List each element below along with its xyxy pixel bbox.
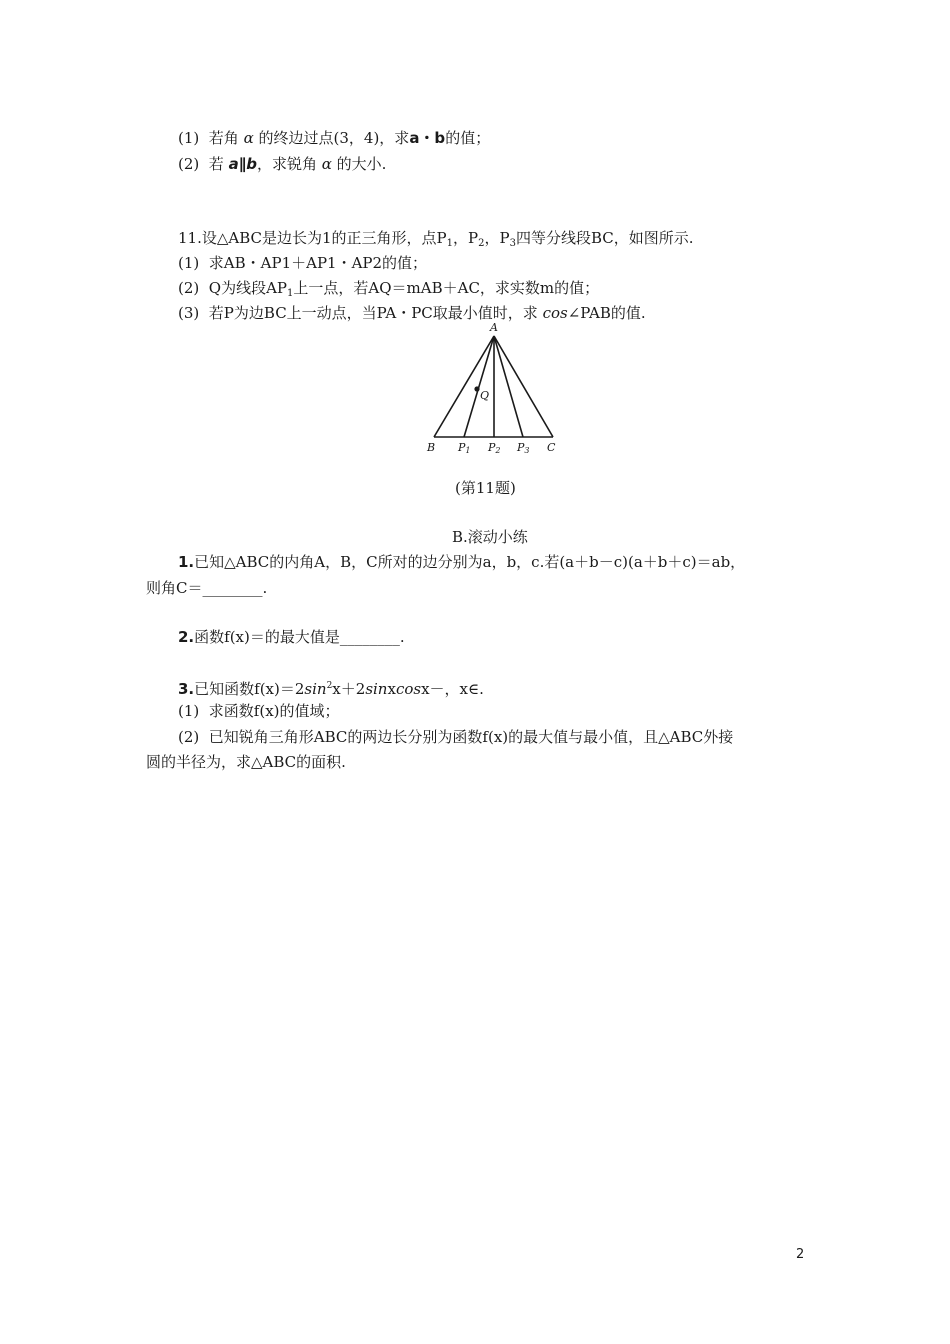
b-q2: 2.函数f(x)＝的最大值是________. xyxy=(178,628,405,646)
section-b-title: B.滚动小练 xyxy=(452,528,528,546)
point-q xyxy=(474,386,479,391)
b-q3-part2: (2) 已知锐角三角形ABC的两边长分别为函数f(x)的最大值与最小值，且△ABC外接 xyxy=(178,728,734,746)
q11-part3: (3) 若P为边BC上一动点，当PA・PC取最小值时，求 cos∠PAB的值. xyxy=(178,304,646,322)
label-a: A xyxy=(490,321,498,334)
label-b: B xyxy=(427,441,436,454)
q10-part2: (2) 若 a∥b，求锐角 α 的大小. xyxy=(178,155,387,173)
q11-part2: (2) Q为线段$AP_1$上一点，若AQ＝mAB＋AC，求实数m的值； xyxy=(178,279,600,299)
label-q: Q xyxy=(480,389,490,402)
b-q3: 3.已知函数$f(x)=2\sin^2x+2sinxcosx-$，x∈. xyxy=(178,680,484,698)
label-p1: P1 xyxy=(458,441,471,455)
label-p2: P2 xyxy=(488,441,501,455)
q10-part1: (1) 若角 α 的终边过点(3，4)，求a・b的值； xyxy=(178,129,491,147)
triangle-figure xyxy=(415,320,575,460)
label-p3: P3 xyxy=(517,441,530,455)
b-q3-part1: (1) 求函数f(x)的值域； xyxy=(178,702,340,720)
b-q1: 1.已知△ABC的内角A，B，C所对的边分别为a，b，c.若(a＋b－c)(a＋b＋c)＝ab， xyxy=(178,553,746,571)
side-ac xyxy=(494,336,553,437)
q11-part1: (1) 求AB・AP1＋AP1・AP2的值； xyxy=(178,254,428,272)
b-q1-cont: 则角C＝________. xyxy=(146,579,268,597)
q11-stem: 11.设△ABC是边长为1的正三角形，点$P_1$，$P_2$，$P_3$四等分线段BC，如图所示. xyxy=(178,229,694,249)
side-ab xyxy=(434,336,494,437)
page-number: 2 xyxy=(796,1247,805,1262)
segment-ap1 xyxy=(464,336,494,437)
figure-caption: (第11题) xyxy=(455,479,516,497)
label-c: C xyxy=(547,441,556,454)
segment-ap3 xyxy=(494,336,523,437)
b-q3-part2-cont: 圆的半径为，求△ABC的面积. xyxy=(146,753,346,771)
